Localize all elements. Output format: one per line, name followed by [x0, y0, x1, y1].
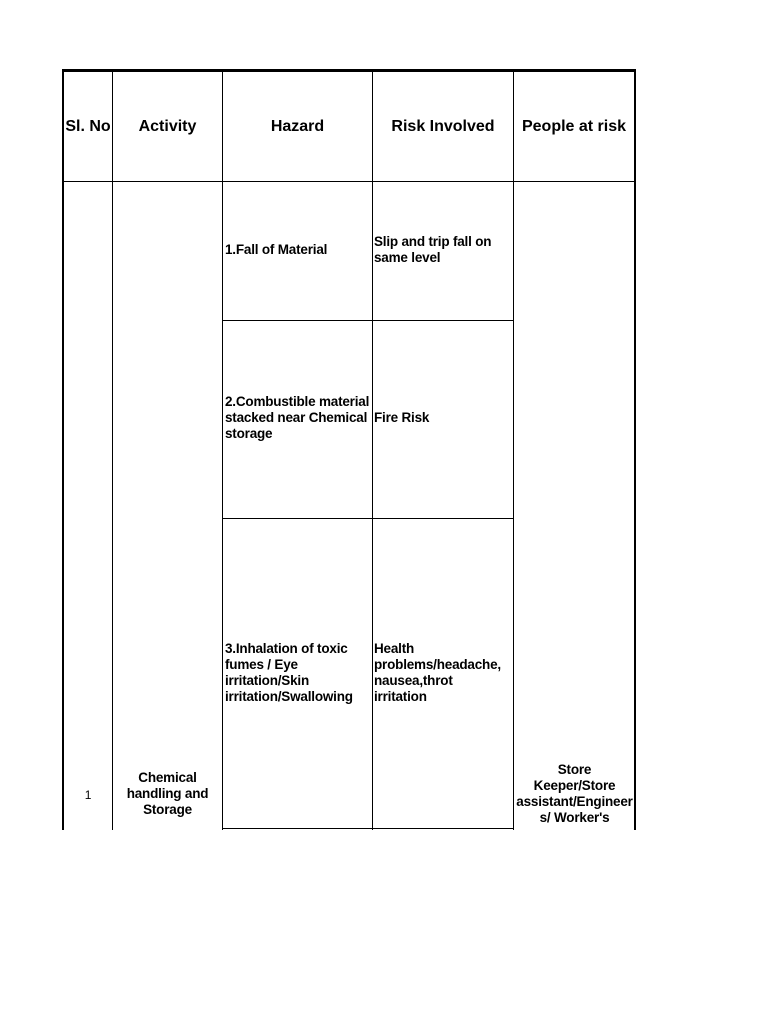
cell-sl-no: 1	[84, 788, 92, 802]
header-risk-involved: Risk Involved	[391, 117, 495, 135]
cell-risk-1: Slip and trip fall on same level	[374, 234, 492, 265]
cell-people-at-risk: Store Keeper/Store assistant/Engineer s/ Worker's	[516, 762, 633, 825]
header-sl-no: Sl. No	[65, 117, 111, 135]
cell-risk-2: Fire Risk	[374, 410, 430, 425]
col-border-slno	[112, 69, 113, 830]
header-people-at-risk: People at risk	[521, 117, 627, 135]
row-border-hazard-3	[222, 828, 514, 829]
header-bottom-border	[62, 181, 636, 182]
cell-hazard-2: 2.Combustible material stacked near Chemical storage	[225, 394, 370, 441]
row-border-hazard-1	[222, 320, 514, 321]
cell-hazard-1: 1.Fall of Material	[225, 242, 328, 257]
col-border-left	[62, 69, 64, 830]
col-border-right	[634, 69, 636, 830]
col-border-hazard	[372, 69, 373, 830]
cell-hazard-3: 3.Inhalation of toxic fumes / Eye irritation/Skin irritation/Swallowing	[225, 641, 353, 704]
col-border-risk	[513, 69, 514, 830]
header-activity: Activity	[138, 117, 197, 135]
cell-risk-3: Health problems/headache, nausea,throt irritation	[374, 641, 501, 704]
header-hazard: Hazard	[270, 117, 325, 135]
cell-activity: Chemical handling and Storage	[126, 770, 209, 817]
col-border-activity	[222, 69, 223, 830]
row-border-hazard-2	[222, 518, 514, 519]
